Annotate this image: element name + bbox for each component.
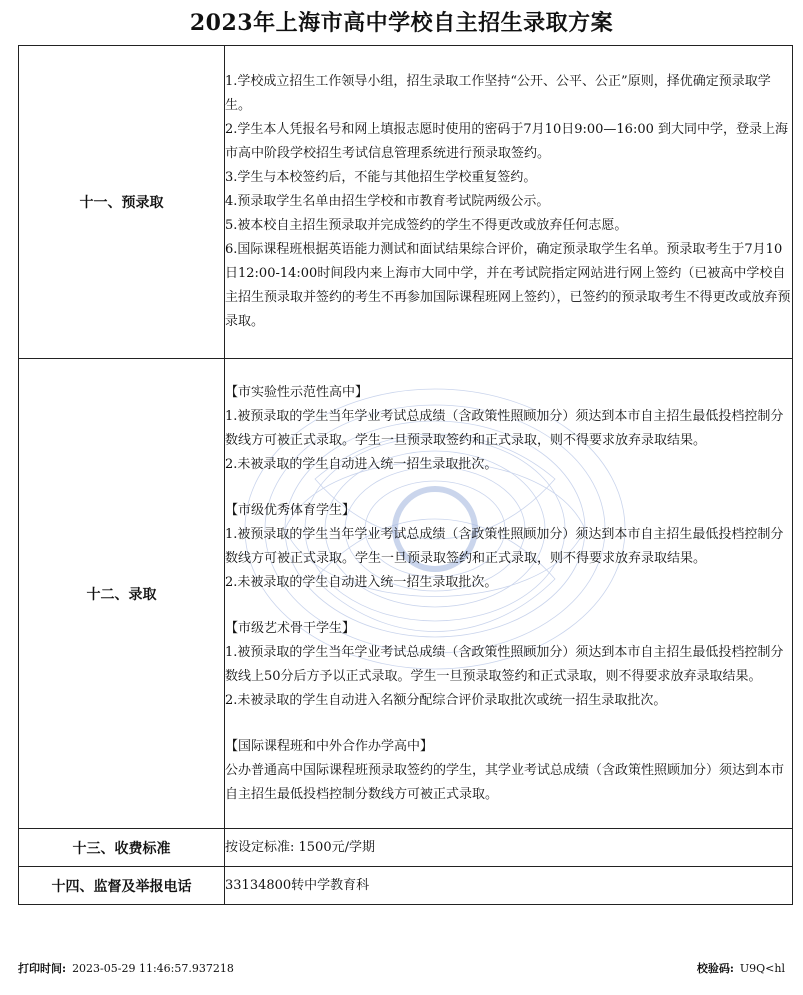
section-heading: 【国际课程班和中外合作办学高中】 (225, 738, 434, 754)
table-row (19, 359, 793, 829)
row-label-hotline: 十四、监督及举报电话 (19, 867, 225, 905)
paragraph: 1.被预录取的学生当年学业考试总成绩（含政策性照顾加分）须达到本市自主招生最低投档控制分数线方可被正式录取。学生一旦预录取签约和正式录取，则不得要求放弃录取结果。 (225, 408, 784, 448)
paragraph: 5.被本校自主招生预录取并完成签约的学生不得更改或放弃任何志愿。 (225, 218, 628, 233)
print-time (18, 960, 234, 976)
row-label-pre-admission: 十一、预录取 (19, 46, 225, 359)
hotline-value: 33134800转中学教育科 (225, 867, 793, 905)
admission-content (225, 359, 793, 829)
paragraph: 2.学生本人凭报名号和网上填报志愿时使用的密码于7月10日9:00—16:00 到大同中学，登录上海市高中阶段学校招生考试信息管理系统进行预录取签约。 (225, 122, 789, 161)
check-code-value: U9Q<hl (739, 962, 785, 975)
paragraph: 2.未被录取的学生自动进入统一招生录取批次。 (225, 456, 498, 472)
print-time-label: 打印时间: (18, 962, 67, 975)
table-row (19, 46, 793, 359)
paragraph: 公办普通高中国际课程班预录取签约的学生，其学业考试总成绩（含政策性照顾加分）须达到本市自主招生最低投档控制分数线方可被正式录取。 (225, 762, 785, 802)
section-heading: 【市级艺术骨干学生】 (225, 620, 356, 636)
paragraph: 1.学校成立招生工作领导小组，招生录取工作坚持“公开、公平、公正”原则，择优确定预录取学生。 (225, 74, 771, 113)
table-row (19, 867, 793, 905)
paragraph: 4.预录取学生名单由招生学校和市教育考试院两级公示。 (225, 194, 550, 209)
row-label-fees: 十三、收费标准 (19, 829, 225, 867)
paragraph: 1.被预录取的学生当年学业考试总成绩（含政策性照顾加分）须达到本市自主招生最低投档控制分数线上50分后方予以正式录取。学生一旦预录取签约和正式录取，则不得要求放弃录取结果。 (225, 644, 784, 684)
row-label-admission: 十二、录取 (19, 359, 225, 829)
table-row (19, 829, 793, 867)
section-heading: 【市实验性示范性高中】 (225, 384, 369, 400)
section-heading: 【市级优秀体育学生】 (225, 502, 356, 518)
paragraph: 2.未被录取的学生自动进入名额分配综合评价录取批次或统一招生录取批次。 (225, 692, 667, 708)
admission-plan-table (18, 45, 793, 905)
check-code-label: 校验码: (696, 962, 734, 975)
paragraph: 1.被预录取的学生当年学业考试总成绩（含政策性照顾加分）须达到本市自主招生最低投档控制分数线方可被正式录取。学生一旦预录取签约和正式录取，则不得要求放弃录取结果。 (225, 526, 784, 566)
paragraph: 2.未被录取的学生自动进入统一招生录取批次。 (225, 574, 498, 590)
print-time-value: 2023-05-29 11:46:57.937218 (72, 962, 234, 975)
pre-admission-content (225, 46, 793, 359)
paragraph: 3.学生与本校签约后，不能与其他招生学校重复签约。 (225, 170, 537, 185)
fees-value: 按设定标准: 1500元/学期 (225, 829, 793, 867)
paragraph: 6.国际课程班根据英语能力测试和面试结果综合评价，确定预录取学生名单。预录取考生于7月10日12:00-14:00时间段内来上海市大同中学，并在考试院指定网站进行网上签约（已被高中学校自主招生预录取并签约的考生不再参加国际课程班网上签约），已签约的预录取考生不得更改或放弃预录取。 (225, 242, 791, 329)
check-code (697, 960, 785, 976)
page-title: 2023年上海市高中学校自主招生录取方案 (189, 10, 614, 36)
